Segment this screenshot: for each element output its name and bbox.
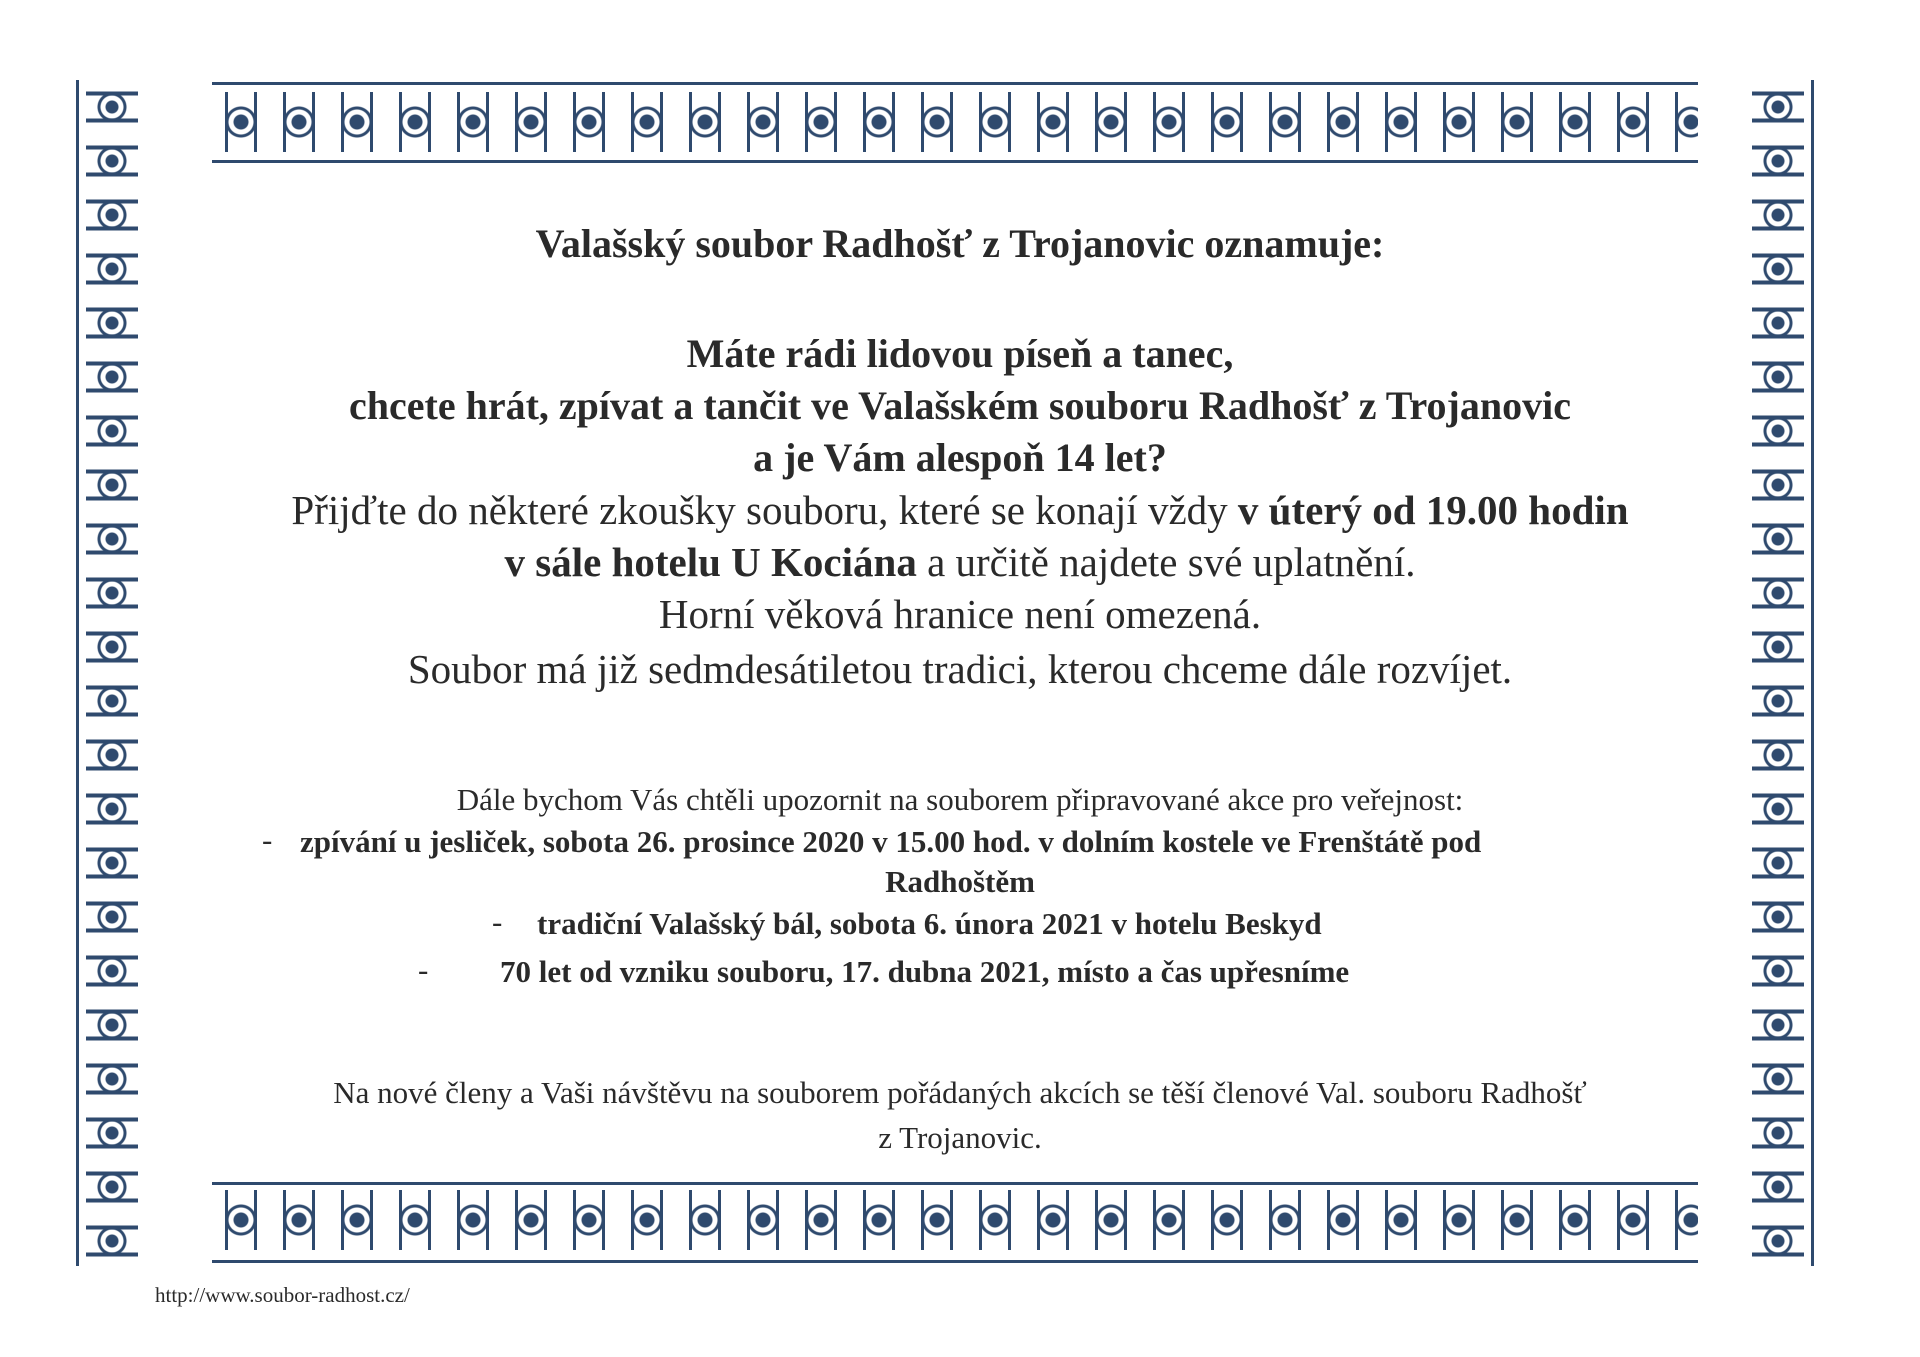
event-dash: - <box>262 822 273 857</box>
announcement-heading: Valašský soubor Radhošť z Trojanovic oznamuje: <box>535 221 1385 266</box>
ornament-border-bottom <box>212 1178 1698 1266</box>
website-url: http://www.soubor-radhost.cz/ <box>155 1283 410 1307</box>
invitation-text: Přijďte do některé zkoušky souboru, které se konají vždy <box>291 487 1238 533</box>
event-item-1: zpívání u jesliček, sobota 26. prosince 2020 v 15.00 hod. v dolním kostele ve Frenštátě pod <box>300 824 1482 859</box>
event-item-3: 70 let od vzniku souboru, 17. dubna 2021, místo a čas upřesníme <box>500 954 1350 989</box>
rehearsal-time: v úterý od 19.00 hodin <box>1237 487 1629 533</box>
event-item-1-continued: Radhoštěm <box>885 864 1035 899</box>
invitation-text: a určitě najdete své uplatnění. <box>916 539 1416 585</box>
event-dash: - <box>418 952 429 987</box>
invitation-line-1 <box>0 486 1920 534</box>
event-dash: - <box>492 904 503 939</box>
closing-line-2: z Trojanovic. <box>878 1120 1042 1155</box>
closing-line-1: Na nové členy a Vaši návštěvu na souborem pořádaných akcích se těší členové Val. souboru Radhošť <box>333 1075 1587 1110</box>
ornament-border-top <box>212 80 1698 168</box>
tradition-line: Soubor má již sedmdesátiletou tradici, kterou chceme dále rozvíjet. <box>407 646 1513 692</box>
question-line-1: Máte rádi lidovou píseň a tanec, <box>686 331 1234 376</box>
invitation-line-2 <box>0 538 1920 586</box>
question-line-3: a je Vám alespoň 14 let? <box>753 435 1167 480</box>
events-intro: Dále bychom Vás chtěli upozornit na souborem připravované akce pro veřejnost: <box>456 782 1464 817</box>
event-item-2: tradiční Valašský bál, sobota 6. února 2021 v hotelu Beskyd <box>537 906 1322 941</box>
question-line-2: chcete hrát, zpívat a tančit ve Valašském souboru Radhošť z Trojanovic <box>349 383 1571 428</box>
age-limit-line: Horní věková hranice není omezená. <box>658 591 1262 637</box>
rehearsal-venue: v sále hotelu U Kociána <box>504 539 917 585</box>
